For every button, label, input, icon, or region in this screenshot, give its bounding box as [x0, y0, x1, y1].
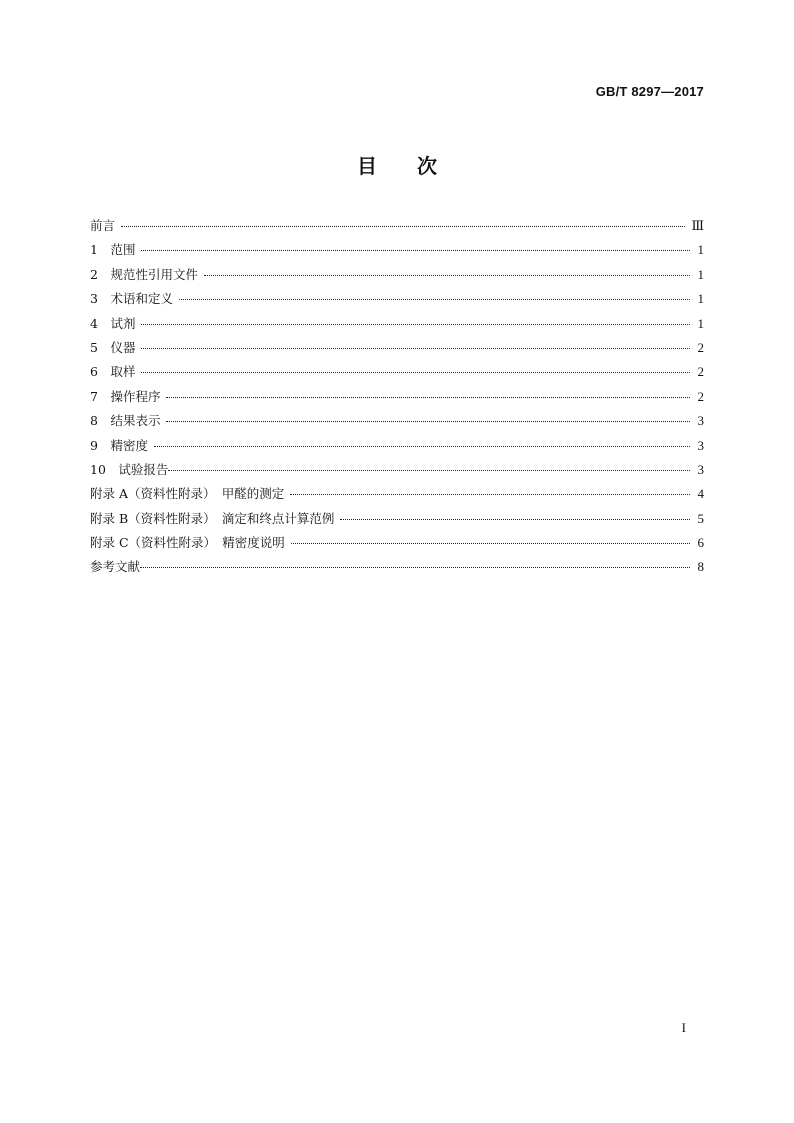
toc-entry-page: Ⅲ — [691, 218, 704, 233]
toc-title-right: 次 — [417, 154, 437, 178]
toc-entry-test-report[interactable] — [90, 460, 704, 484]
toc-dot-leader — [141, 250, 690, 251]
toc-entry-scope[interactable] — [90, 240, 704, 264]
toc-title — [0, 150, 794, 179]
toc-entry-page: 6 — [697, 535, 704, 551]
toc-entry-label: 10 试验报告 — [90, 461, 169, 477]
toc-entry-page: 3 — [697, 461, 704, 477]
toc-entry-page: 3 — [697, 437, 704, 453]
toc-dot-leader — [121, 226, 685, 227]
toc-entry-page: 2 — [697, 364, 704, 380]
toc-entry-expression-of-results[interactable] — [90, 411, 704, 435]
toc-entry-sampling[interactable] — [90, 362, 704, 386]
toc-dot-leader — [166, 397, 690, 398]
toc-entry-label: 前言 — [90, 218, 116, 233]
toc-entry-label: 7 操作程序 — [90, 388, 161, 404]
toc-entry-annex-b[interactable] — [90, 509, 704, 533]
toc-entry-procedure[interactable] — [90, 387, 704, 411]
toc-entry-label: 参考文献 — [90, 559, 141, 575]
toc-entry-terms-definitions[interactable] — [90, 289, 704, 313]
toc-entry-label: 附录 B（资料性附录） 滴定和终点计算范例 — [90, 510, 335, 526]
toc-entry-label: 3 术语和定义 — [90, 291, 173, 307]
toc-dot-leader — [290, 494, 690, 495]
toc-entry-page: 2 — [697, 388, 704, 404]
standard-code: GB/T 8297—2017 — [595, 84, 704, 99]
toc-entry-page: 2 — [697, 339, 704, 355]
toc-dot-leader — [141, 324, 690, 325]
toc-entry-label: 1 范围 — [90, 242, 136, 258]
toc-dot-leader — [340, 519, 690, 520]
page-number: I — [681, 1020, 686, 1035]
toc-entry-reagents[interactable] — [90, 314, 704, 338]
table-of-contents — [90, 216, 704, 582]
toc-entry-label: 2 规范性引用文件 — [90, 266, 198, 282]
toc-entry-normative-references[interactable] — [90, 265, 704, 289]
toc-entry-page: 3 — [697, 413, 704, 429]
toc-entry-label: 9 精密度 — [90, 437, 148, 453]
toc-entry-apparatus[interactable] — [90, 338, 704, 362]
toc-entry-label: 5 仪器 — [90, 339, 136, 355]
toc-entry-page: 1 — [697, 242, 704, 258]
toc-entry-page: 1 — [697, 315, 704, 331]
toc-dot-leader — [166, 421, 690, 422]
toc-entry-page: 1 — [697, 266, 704, 282]
toc-dot-leader — [140, 567, 690, 568]
toc-entry-page: 4 — [697, 486, 704, 502]
toc-dot-leader — [204, 275, 690, 276]
toc-entry-annex-a[interactable] — [90, 484, 704, 508]
toc-entry-bibliography[interactable] — [90, 557, 704, 581]
toc-entry-label: 6 取样 — [90, 364, 136, 380]
toc-entry-label: 附录 C（资料性附录） 精密度说明 — [90, 535, 285, 551]
toc-entry-page: 8 — [697, 559, 704, 575]
toc-entry-precision[interactable] — [90, 436, 704, 460]
toc-dot-leader — [168, 470, 690, 471]
toc-entry-page: 1 — [697, 291, 704, 307]
toc-entry-label: 8 结果表示 — [90, 413, 161, 429]
toc-title-left: 目 — [357, 154, 377, 178]
toc-entry-label: 附录 A（资料性附录） 甲醛的测定 — [90, 486, 285, 502]
toc-dot-leader — [141, 372, 690, 373]
toc-entry-page: 5 — [697, 510, 704, 526]
toc-entry-annex-c[interactable] — [90, 533, 704, 557]
toc-dot-leader — [154, 446, 690, 447]
toc-entry-preface[interactable] — [90, 216, 704, 240]
toc-dot-leader — [141, 348, 690, 349]
toc-dot-leader — [291, 543, 690, 544]
toc-dot-leader — [179, 299, 690, 300]
toc-entry-label: 4 试剂 — [90, 315, 136, 331]
